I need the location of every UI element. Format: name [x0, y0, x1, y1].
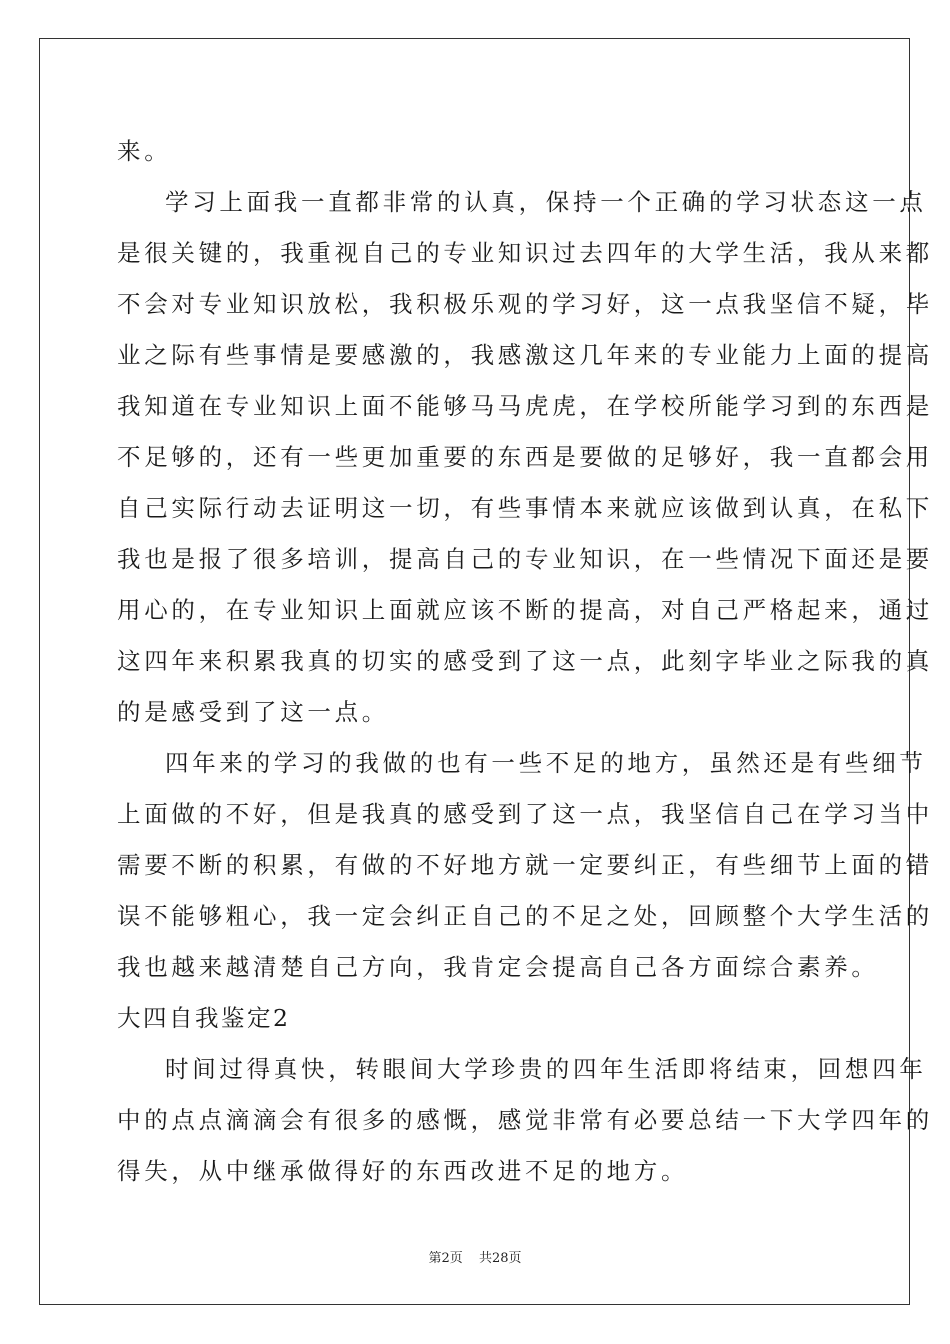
- text-line: 需要不断的积累，有做的不好地方就一定要纠正，有些细节上面的错: [117, 851, 933, 879]
- text-line: 自己实际行动去证明这一切，有些事情本来就应该做到认真，在私下: [117, 494, 933, 522]
- section-heading: 大四自我鉴定2: [117, 1004, 291, 1032]
- text-line: 是很关键的，我重视自己的专业知识过去四年的大学生活，我从来都: [117, 239, 933, 267]
- paragraph-start-line: 学习上面我一直都非常的认真，保持一个正确的学习状态这一点: [165, 188, 927, 216]
- text-line: 我也越来越清楚自己方向，我肯定会提高自己各方面综合素养。: [117, 953, 879, 981]
- text-line: 得失，从中继承做得好的东西改进不足的地方。: [117, 1157, 689, 1185]
- document-body: [117, 126, 933, 1197]
- paragraph-start-line: 时间过得真快，转眼间大学珍贵的四年生活即将结束，回想四年: [165, 1055, 927, 1083]
- text-line: 上面做的不好，但是我真的感受到了这一点，我坚信自己在学习当中: [117, 800, 933, 828]
- text-line: 中的点点滴滴会有很多的感慨，感觉非常有必要总结一下大学四年的: [117, 1106, 933, 1134]
- text-line: 误不能够粗心，我一定会纠正自己的不足之处，回顾整个大学生活的: [117, 902, 933, 930]
- text-line: 来。: [117, 137, 172, 165]
- text-line: 的是感受到了这一点。: [117, 698, 389, 726]
- page-number: 第2页: [428, 1251, 463, 1266]
- paragraph-start-line: 四年来的学习的我做的也有一些不足的地方，虽然还是有些细节: [165, 749, 927, 777]
- total-pages: 共28页: [478, 1251, 522, 1266]
- text-line: 不会对专业知识放松，我积极乐观的学习好，这一点我坚信不疑，毕: [117, 290, 933, 318]
- text-line: 不足够的，还有一些更加重要的东西是要做的足够好，我一直都会用: [117, 443, 933, 471]
- text-line: 我也是报了很多培训，提高自己的专业知识，在一些情况下面还是要: [117, 545, 933, 573]
- text-line: 我知道在专业知识上面不能够马马虎虎，在学校所能学习到的东西是: [117, 392, 933, 420]
- text-line: 业之际有些事情是要感激的，我感激这几年来的专业能力上面的提高: [117, 341, 933, 369]
- page-footer: [0, 1247, 950, 1266]
- text-line: 这四年来积累我真的切实的感受到了这一点，此刻字毕业之际我的真: [117, 647, 933, 675]
- text-line: 用心的，在专业知识上面就应该不断的提高，对自己严格起来，通过: [117, 596, 933, 624]
